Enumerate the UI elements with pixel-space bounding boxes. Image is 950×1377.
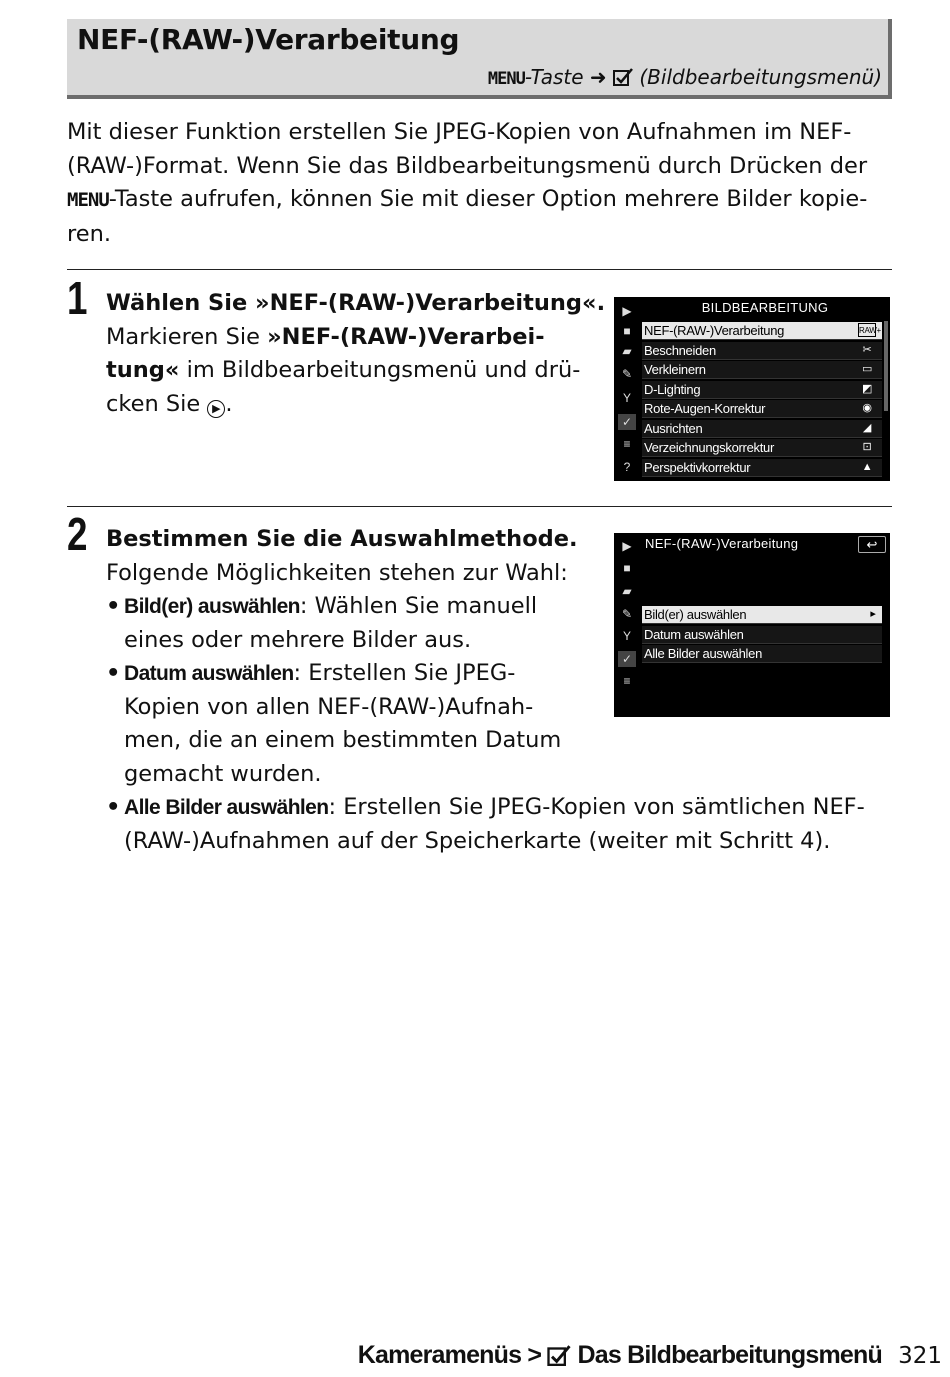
menu-item[interactable] (642, 322, 882, 340)
breadcrumb (358, 1341, 888, 1369)
playback-icon[interactable]: ▶ (622, 539, 632, 553)
section-header (67, 19, 892, 99)
screen-title: NEF-(RAW-)Verarbeitung (645, 536, 799, 551)
screen-title: BILDBEARBEITUNG (701, 300, 829, 315)
step1-line (106, 388, 606, 422)
pencil-icon[interactable]: ✎ (621, 367, 633, 381)
eye-icon: ◉ (862, 402, 872, 414)
menu-item-label: Beschneiden (644, 342, 716, 358)
menu-item-label: Verzeichnungskorrektur (644, 440, 774, 455)
step1-bold-part: tung« (106, 357, 180, 383)
option-text: eines oder mehrere Bilder aus. (124, 626, 472, 653)
resize-icon: ▭ (861, 363, 873, 375)
step1-line (106, 354, 606, 388)
step1-text-part: . (225, 390, 233, 417)
d-lighting-icon: ◩ (861, 382, 873, 395)
intro-line: Mit dieser Funktion erstellen Sie JPEG-Kopien von Aufnahmen im NEF- (67, 119, 852, 145)
arrow-icon: ➜ (589, 65, 607, 89)
menu-item[interactable] (642, 420, 882, 438)
menu-item-label: Bild(er) auswählen (644, 607, 747, 622)
page-footer (358, 1340, 942, 1370)
menu-button-label: MENU (67, 189, 109, 211)
divider (67, 506, 892, 507)
playback-icon[interactable]: ▶ (622, 304, 632, 318)
intro-line: ren. (67, 220, 112, 247)
menu-item[interactable] (642, 342, 882, 360)
menu-button-label: MENU (487, 69, 525, 89)
option-text: gemacht wurden. (124, 760, 322, 787)
section-title: NEF-(RAW-)Verarbeitung (77, 23, 460, 56)
menu-item[interactable] (642, 459, 882, 477)
wrench-icon[interactable]: Y (622, 391, 631, 405)
step1-heading (106, 287, 606, 321)
option-text: men, die an einem bestimmten Datum (124, 727, 562, 753)
camera-icon[interactable]: ■ (623, 324, 631, 338)
intro-line (67, 183, 897, 218)
camera-screen-selection (614, 533, 890, 717)
raw-icon: RAW+ (858, 323, 876, 337)
step1-line (106, 321, 606, 355)
perspective-icon: ▲ (861, 460, 873, 473)
pencil-icon[interactable]: ✎ (621, 607, 633, 621)
straighten-icon: ◢ (862, 421, 872, 434)
option-name: Bild(er) auswählen (124, 595, 300, 618)
breadcrumb-part: Kameramenüs > (357, 1341, 548, 1369)
breadcrumb-part: Das Bildbearbeitungsmenü (571, 1341, 882, 1369)
retouch-icon[interactable]: ✓ (618, 414, 636, 430)
wrench-icon[interactable]: Y (622, 629, 631, 643)
my-menu-icon[interactable]: ≡ (623, 674, 631, 688)
retouch-icon[interactable]: ✓ (618, 651, 636, 667)
page-number: 321 (898, 1343, 942, 1369)
menu-tabs (614, 533, 640, 717)
my-menu-icon[interactable]: ≡ (623, 437, 631, 451)
option-text: : Erstellen Sie JPEG-Kopien von sämtlichen NEF- (328, 794, 865, 820)
camera-icon[interactable]: ■ (623, 561, 631, 575)
menu-item[interactable] (642, 626, 882, 644)
menu-item-label: Ausrichten (644, 420, 703, 436)
chevron-right-icon: ▸ (870, 608, 876, 620)
distortion-icon: ⊡ (862, 441, 872, 453)
menu-path-name: (Bildbearbeitungsmenü) (639, 65, 882, 89)
menu-item[interactable] (642, 400, 882, 418)
menu-item-label: NEF-(RAW-)Verarbeitung (644, 323, 785, 338)
help-icon[interactable]: ? (623, 460, 631, 474)
menu-item-label: Verkleinern (644, 362, 706, 377)
back-icon[interactable]: ↩ (858, 536, 886, 553)
step-number: 1 (67, 272, 88, 324)
retouch-menu-icon (547, 1345, 571, 1366)
step1-text (106, 287, 606, 421)
step2-heading-text: Bestimmen Sie die Auswahlmethode. (106, 526, 578, 552)
step2-text (106, 523, 606, 590)
menu-item[interactable] (642, 645, 882, 663)
camera-screen-retouch-menu (614, 297, 890, 481)
step1-bold-part: »NEF-(RAW-)Verarbei- (267, 323, 545, 350)
menu-item[interactable] (642, 361, 882, 379)
movie-icon[interactable]: ▰ (622, 584, 632, 598)
menu-item[interactable] (642, 439, 882, 457)
menu-path-taste: -Taste (524, 65, 584, 89)
scissors-icon: ✂ (862, 343, 872, 356)
option-text: Kopien von allen NEF-(RAW-)Aufnah- (124, 693, 534, 720)
step-number: 2 (67, 508, 88, 560)
menu-tabs (614, 297, 640, 481)
option-text: : Erstellen Sie JPEG- (293, 660, 516, 686)
retouch-menu-icon (613, 68, 633, 86)
menu-path (488, 65, 882, 89)
option-text: : Wählen Sie manuell (299, 593, 538, 619)
menu-item-label: D-Lighting (644, 381, 701, 397)
multi-selector-right-icon: ▶ (207, 400, 225, 418)
step1-heading-text: Wählen Sie »NEF-(RAW-)Verarbeitung«. (106, 290, 606, 316)
option-name: Datum auswählen (124, 662, 294, 685)
option-text: (RAW-)Aufnahmen auf der Speicherkarte (weiter mit Schritt 4). (124, 827, 831, 854)
scrollbar[interactable] (884, 321, 888, 411)
divider (67, 269, 892, 270)
menu-item-label: Datum auswählen (644, 626, 744, 642)
step2-heading (106, 523, 606, 557)
intro-line: (RAW-)Format. Wenn Sie das Bildbearbeitungsmenü durch Drücken der (67, 152, 868, 179)
menu-item-label: Perspektivkorrektur (644, 459, 751, 475)
intro-line-text: -Taste aufrufen, können Sie mit dieser Option mehrere Bilder kopie- (108, 186, 868, 212)
step2-line: Folgende Möglichkeiten stehen zur Wahl: (106, 559, 568, 586)
menu-item-label: Rote-Augen-Korrektur (644, 401, 766, 416)
option-name: Alle Bilder auswählen (124, 796, 329, 819)
movie-icon[interactable]: ▰ (622, 344, 632, 358)
intro-paragraph (67, 116, 897, 251)
menu-item[interactable] (642, 606, 882, 624)
menu-item-label: Alle Bilder auswählen (644, 646, 762, 661)
step1-text-part: cken Sie (106, 390, 208, 417)
menu-item[interactable] (642, 381, 882, 399)
list-item (106, 791, 906, 858)
step1-text-part: im Bildbearbeitungsmenü und drü- (179, 357, 581, 383)
step1-text-part: Markieren Sie (106, 323, 268, 350)
